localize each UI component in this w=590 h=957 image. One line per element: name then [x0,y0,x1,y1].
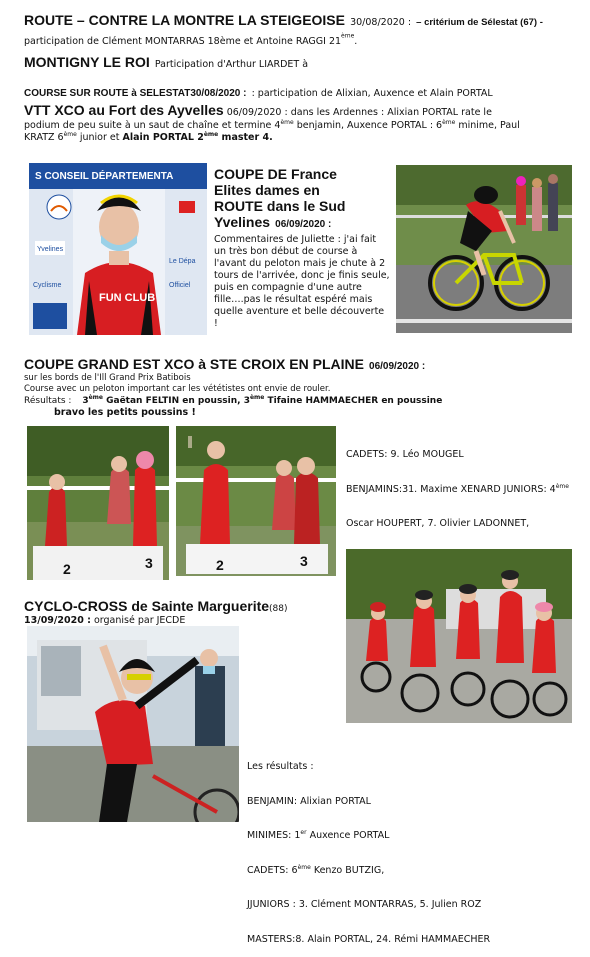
highlight-text: Tifaine HAMMAECHER en poussine [264,396,443,406]
section-coupe-de-france [214,166,394,330]
section-course-route-selestat [24,81,569,100]
superscript: ème [88,394,103,401]
superscript: er [300,828,307,836]
highlight-text: Gaëtan FELTIN en poussin, 3 [102,396,250,406]
congrats-text: bravo les petits poussins ! [54,407,196,418]
banner-side-text: Yvelines [37,246,64,253]
photo-rider-portrait [29,163,207,335]
section-line: Course avec un peloton important car les vététistes ont envie de rouler. [24,384,331,394]
results-line: JJUNIORS : 3. Clément MONTARRAS, 5. Julien ROZ [247,899,482,910]
organizer-text: organisé par JECDE [93,615,186,626]
section-subtitle: – critérium de Sélestat (67) - [416,17,543,28]
superscript: ème [297,863,311,871]
section-date: 30/08/2020 : [350,17,412,28]
highlight-text: Alain PORTAL 2 [122,132,204,143]
photo-road-race [396,165,572,333]
text-line: minime, Paul [455,120,520,131]
results-line: CADETS: 9. Léo MOUGEL [346,449,464,460]
highlight-text: 3 [82,396,89,406]
superscript: ème [442,118,456,126]
jersey-text: FUN CLUB [99,292,156,304]
superscript: ème [341,32,355,40]
podium-number: 2 [63,561,71,577]
punctuation: . [354,36,358,47]
section-text: Participation d'Arthur LIARDET à [154,59,309,70]
section-date: 13/09/2020 : [24,615,91,626]
superscript: ème [555,482,569,490]
podium-number: 3 [300,553,308,569]
banner-text: S CONSEIL DÉPARTEMENTA [35,171,174,182]
section-line: sur les bords de l'Ill Grand Prix Batibois [24,373,191,383]
text-line: KRATZ 6 [24,132,64,143]
results-line: MASTERS:8. Alain PORTAL, 24. Rémi HAMMAECHER [247,933,491,945]
photo-podium-girls [27,426,169,580]
banner-side-text: Le Dépa [169,258,196,265]
photo-group-riders [346,549,572,723]
results-line: BENJAMIN: Alixian PORTAL [247,795,371,807]
text-line: podium de peu suite à un saut de chaîne et termine 4 [24,120,281,131]
section-title-line: Yvelines [214,214,271,230]
section-text: : participation de Alixian, Auxence et Alain PORTAL [251,88,493,99]
results-line: Kenzo BUTZIG, [310,864,385,876]
section-coupe-grand-est [24,354,572,419]
superscript: ème [63,130,77,138]
results-line: BENJAMINS:31. Maxime XENARD JUNIORS: 4 [346,483,556,495]
section-date: 06/09/2020 : [226,107,288,118]
superscript: ème [249,394,265,401]
section-vtt-xco-ayvelles [24,104,572,144]
section-cyclo-cross [24,596,344,626]
section-title: COURSE SUR ROUTE à SELESTAT30/08/2020 : [24,88,247,99]
photo-cyclo-cross-rider [27,626,239,822]
results-heading: Les résultats : [247,761,314,772]
photo-podium-boys [176,426,336,576]
results-line: Auxence PORTAL [306,830,390,841]
section-text: dans les Ardennes : Alixian PORTAL rate le [290,107,492,118]
section-date: 06/09/2020 : [275,219,332,230]
section-title: CYCLO-CROSS de Sainte Marguerite [24,598,270,614]
results-line: CADETS: 6 [247,864,298,876]
highlight-text: master 4. [218,132,273,143]
section-title: ROUTE – CONTRE LA MONTRE LA STEIGEOISE [24,12,345,28]
text-line: benjamin, Auxence PORTAL : 6 [293,120,443,131]
banner-side-text: Officiel [169,282,191,289]
section-montigny [24,52,569,71]
results-label: Résultats : [24,396,72,406]
results-line: MINIMES: 1 [247,830,301,841]
section-title: COUPE GRAND EST XCO à STE CROIX EN PLAINE [24,356,364,372]
section-body: Commentaires de Juliette : j'ai fait un très bon début de course à l'avant du peloton mais je chute à 2 tours de l'arrivée, donc je finis seule, puis en compagnie d'une autre fille….pas le résultat espéré mais quelle aventure et belle découverte ! [214,234,390,329]
section-title: VTT XCO au Fort des Ayvelles [24,102,224,118]
section-title: MONTIGNY LE ROI [24,54,150,70]
superscript: ème [280,118,294,126]
podium-number: 2 [216,557,224,573]
superscript: ème [203,130,219,138]
section-suffix: (88) [269,604,288,614]
results-cyclo-cross [247,738,490,957]
results-line: Oscar HOUPERT, 7. Olivier LADONNET, [346,518,530,529]
section-route-contre-la-montre [24,10,569,48]
banner-side-text: Cyclisme [33,282,62,289]
section-text: participation de Clément MONTARRAS 18ème et Antoine RAGGI 21 [24,36,342,47]
section-title-line: ROUTE dans le Sud [214,198,346,214]
section-title-line: Elites dames en [214,182,320,198]
section-date: 06/09/2020 : [369,361,426,372]
section-title-line: COUPE DE France [214,166,337,182]
text-line: junior et [76,132,123,143]
podium-number: 3 [145,555,153,571]
